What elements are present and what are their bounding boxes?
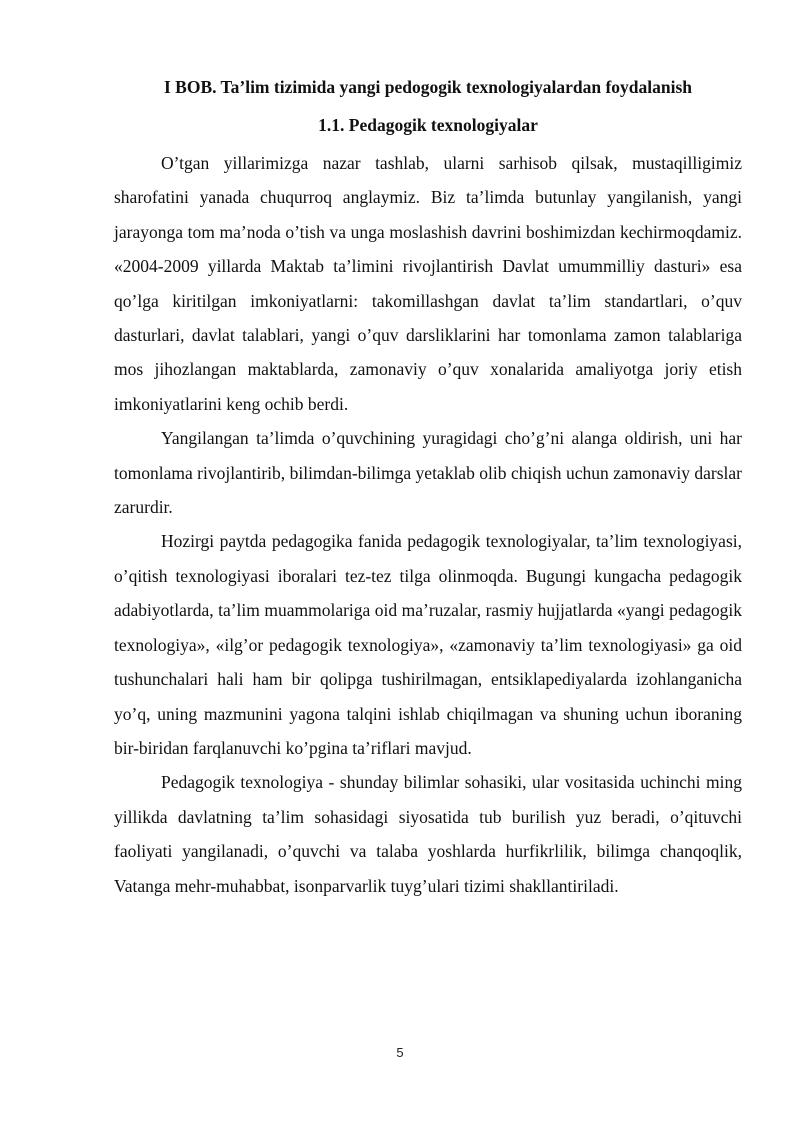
page-content [114,68,742,903]
paragraph: Hozirgi paytda pedagogika fanida pedagogik texnologiyalar, ta’lim texnologiyasi, o’qitish texnologiyasi iboralari tez-tez tilga olinmoqda. Bugungi kungacha pedagogik adabiyotlarda, ta’lim muammolariga oid ma’ruzalar, rasmiy hujjatlarda «yangi pedagogik texnologiya», «ilg’or pedagogik texnologiya», «zamonaviy ta’lim texnologiyasi» ga oid tushunchalari hali ham bir qolipga tushirilmagan, entsiklapediyalarda izohlanganicha yo’q, uning mazmunini yagona talqini ishlab chiqilmagan va shuning uchun iboraning bir-biridan farqlanuvchi ko’pgina ta’riflari mavjud. [114,531,742,758]
paragraph: Pedagogik texnologiya - shunday bilimlar sohasiki, ular vositasida uchinchi ming yillikda davlatning ta’lim sohasidagi siyosatida tub burilish yuz beradi, o’qituvchi faoliyati yangilanadi, o’quvchi va talaba yoshlarda hurfikrlilik, bilimga chanqoqlik, Vatanga mehr-muhabbat, isonparvarlik tuyg’ulari tizimi shakllantiriladi. [114,772,742,896]
paragraph: Yangilangan ta’limda o’quvchining yuragidagi cho’g’ni alanga oldirish, uni har tomonlama rivojlantirib, bilimdan-bilimga yetaklab olib chiqish uchun zamonaviy darslar zarurdir. [114,428,742,518]
page-number: 5 [396,1045,404,1060]
chapter-title: I BOB. Ta’lim tizimida yangi pedogogik texnologiyalardan foydalanish [163,77,693,97]
section-title: 1.1. Pedagogik texnologiyalar [318,115,538,135]
paragraph: O’tgan yillarimizga nazar tashlab, ularni sarhisob qilsak, mustaqilligimiz sharofatini yanada chuqurroq anglaymiz. Biz ta’limda butunlay yangilanish, yangi jarayonga tom ma’noda o’tish va unga moslashish davrini boshimizdan kechirmoqdamiz. «2004-2009 yillarda Maktab ta’limini rivojlantirish Davlat umummilliy dasturi» esa qo’lga kiritilgan imkoniyatlarni: takomillashgan davlat ta’lim standartlari, o’quv dasturlari, davlat talablari, yangi o’quv darsliklarini har tomonlama zamon talablariga mos jihozlangan maktablarda, zamonaviy o’quv xonalarida amaliyotga joriy etish imkoniyatlarini keng ochib berdi. [114,153,742,414]
